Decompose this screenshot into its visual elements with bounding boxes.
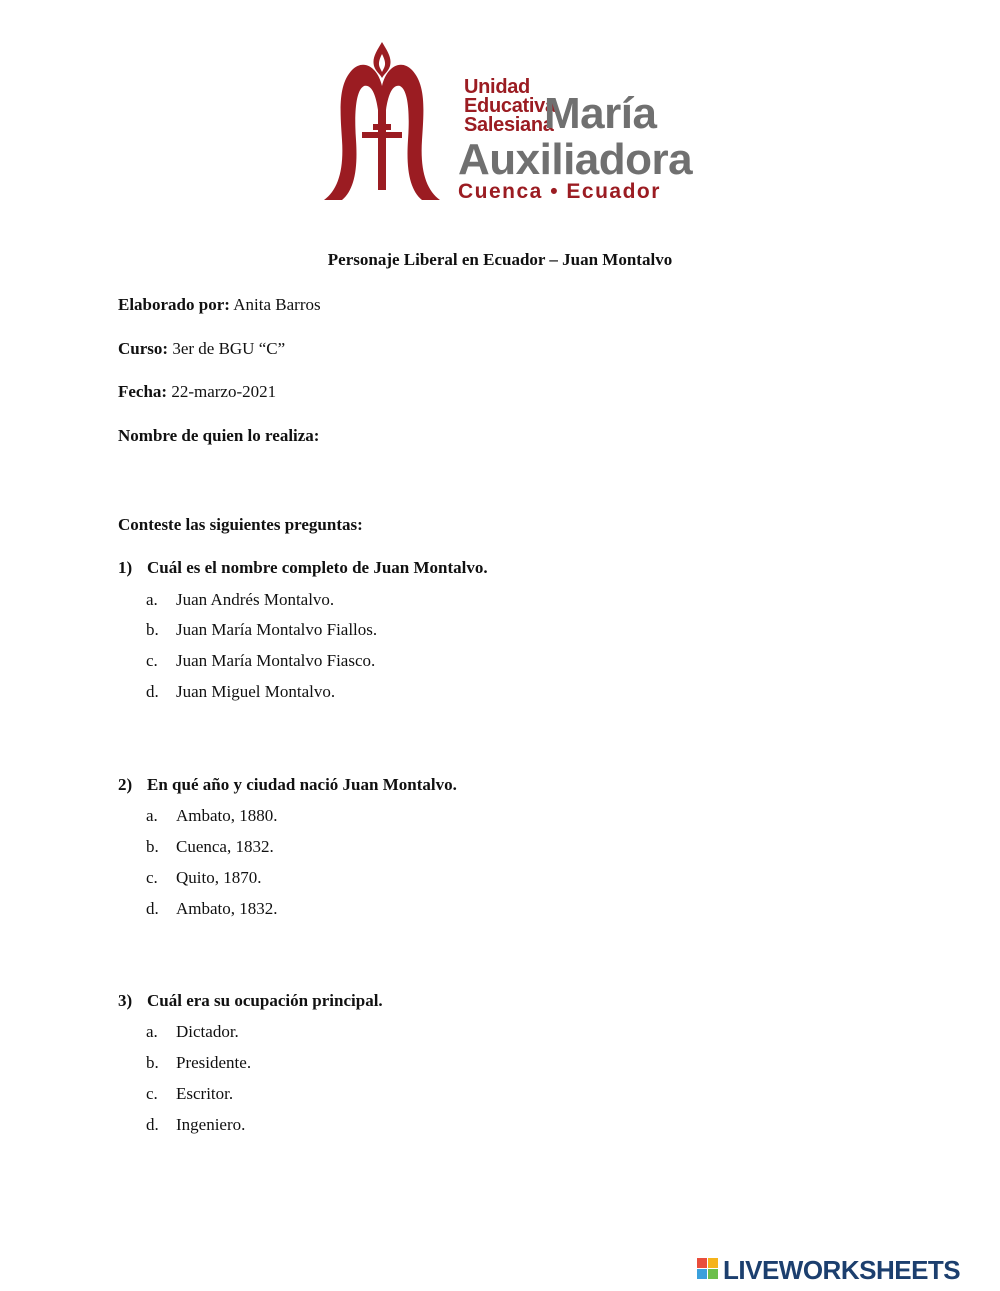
option-letter: d. — [146, 1115, 159, 1134]
question-1 — [118, 558, 488, 578]
option-text: Ambato, 1880. — [176, 806, 278, 825]
option-2d[interactable] — [146, 899, 278, 919]
question-2 — [118, 775, 457, 795]
option-3c[interactable] — [146, 1084, 233, 1104]
option-1a[interactable] — [146, 590, 334, 610]
elaborado-value: Anita Barros — [229, 295, 321, 314]
instructions: Conteste las siguientes preguntas: — [118, 515, 363, 534]
logo-name-maria: María — [544, 89, 657, 138]
question-number: 3) — [118, 991, 133, 1010]
school-emblem-icon — [318, 40, 448, 208]
logo-line-salesiana: Salesiana — [464, 114, 554, 136]
question-number: 2) — [118, 775, 133, 794]
fecha-label: Fecha: — [118, 382, 168, 401]
option-letter: b. — [146, 1053, 159, 1072]
option-3b[interactable] — [146, 1053, 251, 1073]
option-text: Ambato, 1832. — [176, 899, 278, 918]
curso-line — [118, 339, 285, 359]
curso-label: Curso: — [118, 339, 169, 358]
option-text: Cuenca, 1832. — [176, 837, 274, 856]
option-text: Dictador. — [176, 1022, 239, 1041]
option-1b[interactable] — [146, 620, 377, 640]
fecha-value: 22-marzo-2021 — [167, 382, 277, 401]
option-1d[interactable] — [146, 682, 335, 702]
question-text: Cuál era su ocupación principal. — [147, 991, 383, 1010]
option-2a[interactable] — [146, 806, 278, 826]
option-letter: d. — [146, 899, 159, 918]
option-text: Juan Miguel Montalvo. — [176, 682, 336, 701]
option-text: Juan Andrés Montalvo. — [176, 590, 335, 609]
option-2c[interactable] — [146, 868, 261, 888]
logo-city: Cuenca • Ecuador — [458, 180, 661, 203]
option-text: Escritor. — [176, 1084, 234, 1103]
question-text: Cuál es el nombre completo de Juan Montalvo. — [147, 558, 488, 577]
liveworksheets-brand[interactable] — [697, 1255, 997, 1285]
question-3 — [118, 991, 383, 1011]
option-letter: b. — [146, 837, 159, 856]
option-letter: b. — [146, 620, 159, 639]
nombre-label: Nombre de quien lo realiza: — [118, 426, 320, 445]
option-letter: d. — [146, 682, 159, 701]
option-letter: c. — [146, 651, 158, 670]
option-letter: a. — [146, 1022, 158, 1041]
option-text: Quito, 1870. — [176, 868, 262, 887]
elaborado-por-line — [118, 295, 321, 315]
option-text: Presidente. — [176, 1053, 252, 1072]
school-logo — [318, 40, 693, 208]
option-3d[interactable] — [146, 1115, 245, 1135]
option-letter: c. — [146, 1084, 158, 1103]
option-text: Ingeniero. — [176, 1115, 246, 1134]
option-letter: a. — [146, 590, 158, 609]
liveworksheets-logo-icon — [697, 1258, 719, 1280]
liveworksheets-wordmark: LIVEWORKSHEETS — [723, 1255, 961, 1285]
page-title: Personaje Liberal en Ecuador – Juan Montalvo — [327, 250, 673, 269]
question-number: 1) — [118, 558, 133, 577]
option-letter: c. — [146, 868, 158, 887]
option-1c[interactable] — [146, 651, 375, 671]
curso-value: 3er de BGU “C” — [168, 339, 286, 358]
elaborado-label: Elaborado por: — [118, 295, 230, 314]
logo-line-unidad: Unidad — [464, 76, 530, 98]
option-text: Juan María Montalvo Fiasco. — [176, 651, 376, 670]
fecha-line — [118, 382, 276, 402]
question-text: En qué año y ciudad nació Juan Montalvo. — [147, 775, 457, 794]
logo-line-educativa: Educativa — [464, 95, 556, 117]
nombre-line — [118, 426, 319, 446]
option-text: Juan María Montalvo Fiallos. — [176, 620, 378, 639]
logo-name-auxiliadora: Auxiliadora — [458, 135, 693, 184]
option-2b[interactable] — [146, 837, 274, 857]
option-3a[interactable] — [146, 1022, 239, 1042]
option-letter: a. — [146, 806, 158, 825]
